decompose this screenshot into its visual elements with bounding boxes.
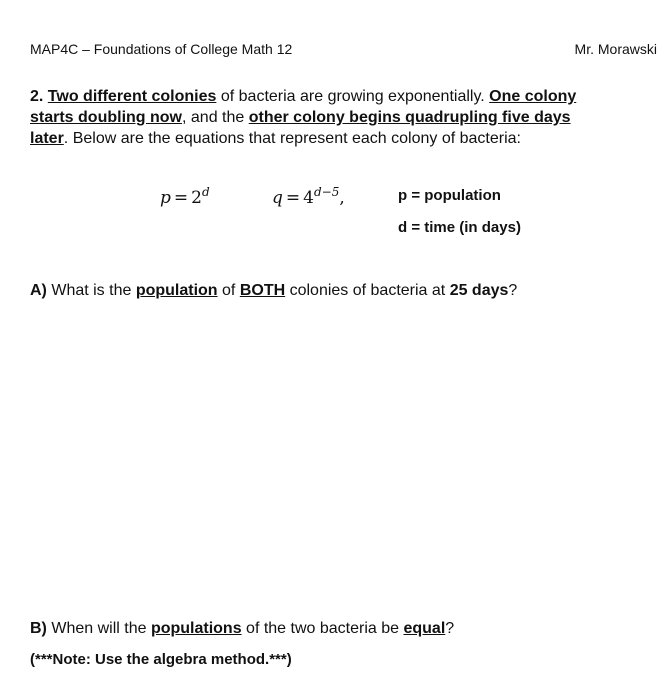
question-2-text [30, 86, 600, 149]
equal-emphasis: equal [403, 620, 446, 637]
eq-p-exponent: d [201, 185, 210, 199]
teacher-name: Mr. Morawski [574, 41, 657, 57]
eq-p-base: 2 [191, 188, 202, 208]
part-b-text: of the two bacteria be [241, 620, 404, 637]
algebra-method-note: (***Note: Use the algebra method.***) [30, 651, 292, 668]
question-text-segment: , and the [182, 109, 249, 126]
question-text-segment: . Below are the equations that represent each colony of bacteria: [63, 130, 521, 147]
populations-emphasis: populations [150, 620, 242, 637]
part-b-label: B) [30, 620, 47, 637]
days-emphasis: 25 days [449, 282, 509, 299]
eq-q-comma: , [339, 188, 345, 208]
definition-d: d = time (in days) [398, 219, 521, 236]
part-a-text: of [217, 282, 240, 299]
population-emphasis: population [135, 282, 218, 299]
question-text-segment: of bacteria are growing exponentially. [216, 88, 490, 105]
course-title: MAP4C – Foundations of College Math 12 [30, 41, 293, 57]
part-a-question [30, 282, 517, 300]
eq-q-base: 4 [303, 188, 314, 208]
equation-q [272, 185, 345, 208]
eq-q-var: q [272, 188, 283, 208]
question-number: 2. [30, 88, 44, 105]
both-emphasis: BOTH [239, 282, 286, 299]
doubling-emphasis: One colony starts doubling now [30, 88, 577, 126]
definition-p: p = population [398, 187, 501, 204]
two-colonies-emphasis: Two different colonies [47, 88, 217, 105]
quadrupling-emphasis: other colony begins quadrupling five days later [30, 109, 571, 147]
part-b-text: ? [445, 620, 455, 637]
part-a-text: What is the [46, 282, 136, 299]
part-a-text: ? [508, 282, 518, 299]
part-b-question [30, 620, 454, 638]
eq-q-equals: = [285, 188, 301, 208]
part-a-text: colonies of bacteria at [285, 282, 450, 299]
part-b-text: When will the [46, 620, 151, 637]
eq-p-equals: = [173, 188, 189, 208]
equation-p [160, 185, 210, 208]
part-a-label: A) [30, 282, 47, 299]
eq-q-exponent: d−5 [313, 185, 340, 199]
eq-p-var: p [160, 188, 171, 208]
